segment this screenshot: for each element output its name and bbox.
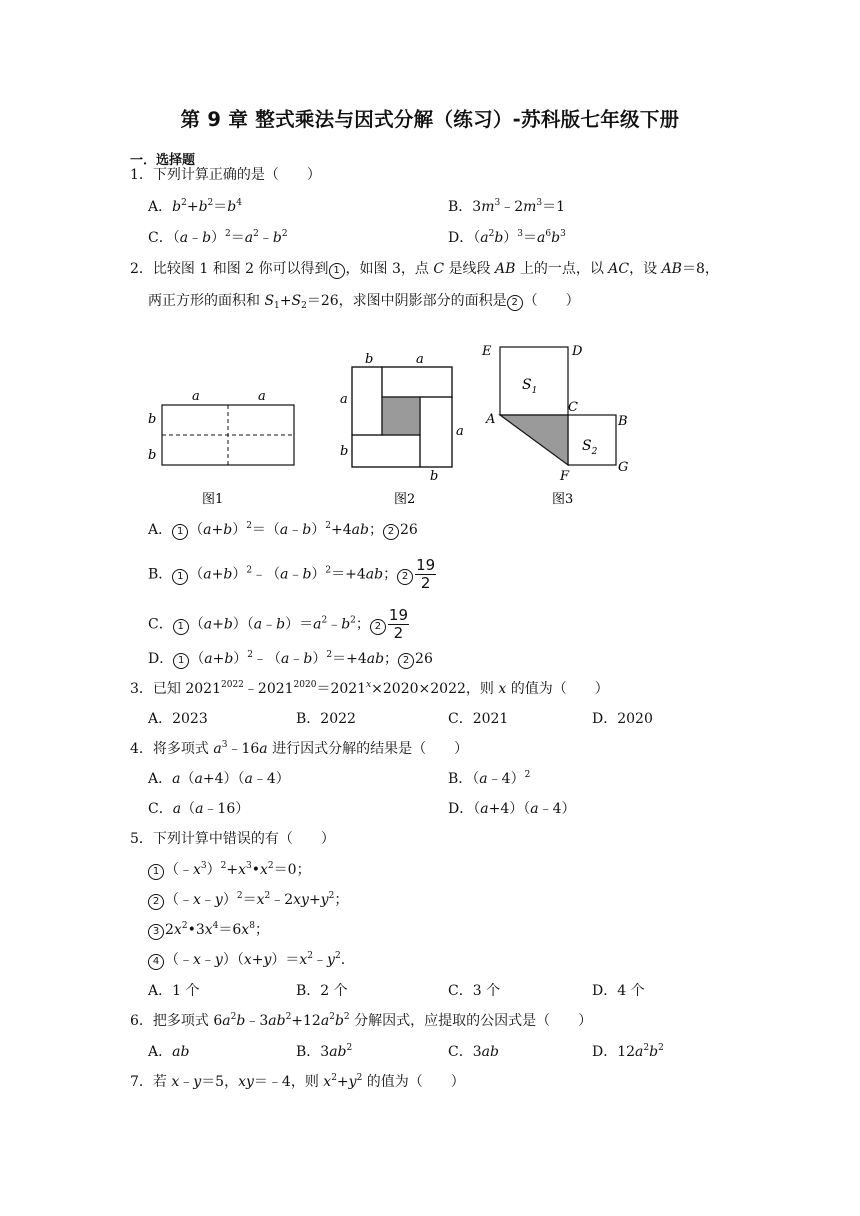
q4-option-c[interactable]: C．a（a﹣16）: [148, 801, 250, 817]
svg-text:a: a: [258, 389, 266, 404]
q2-option-a[interactable]: A． 1 $(a+b)^2=(a﹣b)^2+4ab$； 2 26: [148, 521, 418, 538]
q5-option-d[interactable]: D．4 个: [592, 983, 645, 999]
figure-1: [148, 389, 294, 507]
q4-option-b[interactable]: B．（a﹣4）$^2$: [448, 770, 531, 787]
svg-text:G: G: [618, 460, 629, 475]
svg-text:图3: 图3: [552, 492, 574, 507]
svg-text:a: a: [456, 424, 464, 439]
figure-2: [340, 352, 464, 507]
svg-text:a: a: [192, 389, 200, 404]
q5-stem: 5．下列计算中错误的有（ ）: [130, 831, 335, 847]
q5-item-1: 1 $(﹣x^3)^2+x^3•x^2=0$；: [148, 861, 311, 880]
svg-text:F: F: [560, 469, 570, 484]
q1-option-c[interactable]: C．$(a﹣b)^2=a^2﹣b^2$: [148, 229, 288, 246]
fraction: $\frac{19}{2}$: [416, 556, 436, 592]
q3-option-a[interactable]: A．2023: [148, 711, 208, 727]
q6-option-d[interactable]: D．$12a^2b^2$: [592, 1043, 664, 1060]
q3-option-c[interactable]: C．2021: [448, 711, 509, 727]
svg-text:A: A: [486, 412, 496, 427]
page-title: 第 9 章 整式乘法与因式分解（练习）-苏科版七年级下册: [180, 108, 680, 131]
q1-option-d[interactable]: D．$(a^2b)^3=a^6b^3$: [448, 229, 566, 246]
q2-stem-line1: 2．比较图 1 和图 2 你可以得到 1 ，如图 3，点 C 是线段 AB 上的一点，以 AC，设 AB＝8，: [130, 261, 719, 277]
q5-item-3: 3 $2x^2•3x^4=6x^8$；: [148, 921, 269, 940]
q2-option-c[interactable]: C． 1 $(a+b)(a﹣b)=a^2﹣b^2$； 2 $\frac{19}{2}$: [148, 606, 408, 642]
q5-option-a[interactable]: A．1 个: [148, 983, 200, 999]
q2-stem-line2: 两正方形的面积和 $S_1+S_2=26$，求图中阴影部分的面积是 2 （ ）: [148, 293, 580, 311]
svg-text:B: B: [618, 414, 628, 429]
figure-3: [481, 344, 628, 507]
section-heading: 一．选择题: [130, 153, 196, 168]
fraction: $\frac{19}{2}$: [388, 606, 408, 642]
q5-item-2: 2 $(﹣x﹣y)^2=x^2﹣2xy+y^2$；: [148, 891, 348, 910]
svg-text:b: b: [148, 412, 157, 427]
q4-option-a[interactable]: A．a（a+4）（a﹣4）: [148, 771, 290, 787]
q2-figures: [140, 335, 660, 515]
q6-option-a[interactable]: A．ab: [148, 1044, 190, 1060]
q5-item-4: 4 $(﹣x﹣y)(x+y)=x^2﹣y^2$.: [148, 951, 345, 970]
svg-text:b: b: [430, 469, 439, 484]
svg-text:b: b: [340, 444, 349, 459]
q4-stem: 4．将多项式 $a^3﹣16a$ 进行因式分解的结果是（ ）: [130, 740, 469, 757]
q2-option-d[interactable]: D． 1 $(a+b)^2﹣(a﹣b)^2=+4ab$； 2 26: [148, 650, 433, 667]
q6-option-b[interactable]: B．$3ab^2$: [296, 1043, 353, 1060]
svg-text:S2: $S_2$: [582, 438, 598, 457]
svg-text:a: a: [416, 352, 424, 367]
svg-text:图1: 图1: [202, 492, 224, 507]
q5-option-c[interactable]: C．3 个: [448, 983, 501, 999]
q7-stem: 7．若 x﹣y＝5，xy＝﹣4，则 $x^2+y^2$ 的值为（ ）: [130, 1073, 465, 1090]
svg-text:D: D: [572, 344, 583, 359]
q1-stem: 1．下列计算正确的是（ ）: [130, 167, 321, 183]
q1-option-b[interactable]: B．$3m^3﹣2m^3=1$: [448, 198, 566, 215]
q2-option-b[interactable]: B． 1 $(a+b)^2﹣(a﹣b)^2=+4ab$； 2 $\frac{19}{2}$: [148, 556, 436, 592]
svg-text:b: b: [148, 448, 157, 463]
svg-text:图2: 图2: [394, 492, 416, 507]
q1-option-a[interactable]: A．$b^2+b^2=b^4$: [148, 198, 242, 215]
q3-stem: 3．已知 $2021^{2022}﹣2021^{2020}=2021^x\times 2020\times 2022$，则 x 的值为（ ）: [130, 680, 609, 697]
q3-option-d[interactable]: D．2020: [592, 711, 653, 727]
q5-option-b[interactable]: B．2 个: [296, 983, 348, 999]
q6-stem: 6．把多项式 $6a^2b﹣3ab^2+12a^2b^2$ 分解因式，应提取的公因式是（ ）: [130, 1012, 593, 1029]
svg-text:a: a: [340, 392, 348, 407]
svg-text:S1: $S_1$: [522, 377, 538, 396]
q4-option-d[interactable]: D．（a+4）（a﹣4）: [448, 801, 576, 817]
svg-text:E: E: [482, 344, 492, 359]
svg-text:b: b: [365, 352, 374, 367]
q3-option-b[interactable]: B．2022: [296, 711, 356, 727]
svg-text:C: C: [568, 400, 578, 415]
q6-option-c[interactable]: C．3ab: [448, 1044, 499, 1060]
